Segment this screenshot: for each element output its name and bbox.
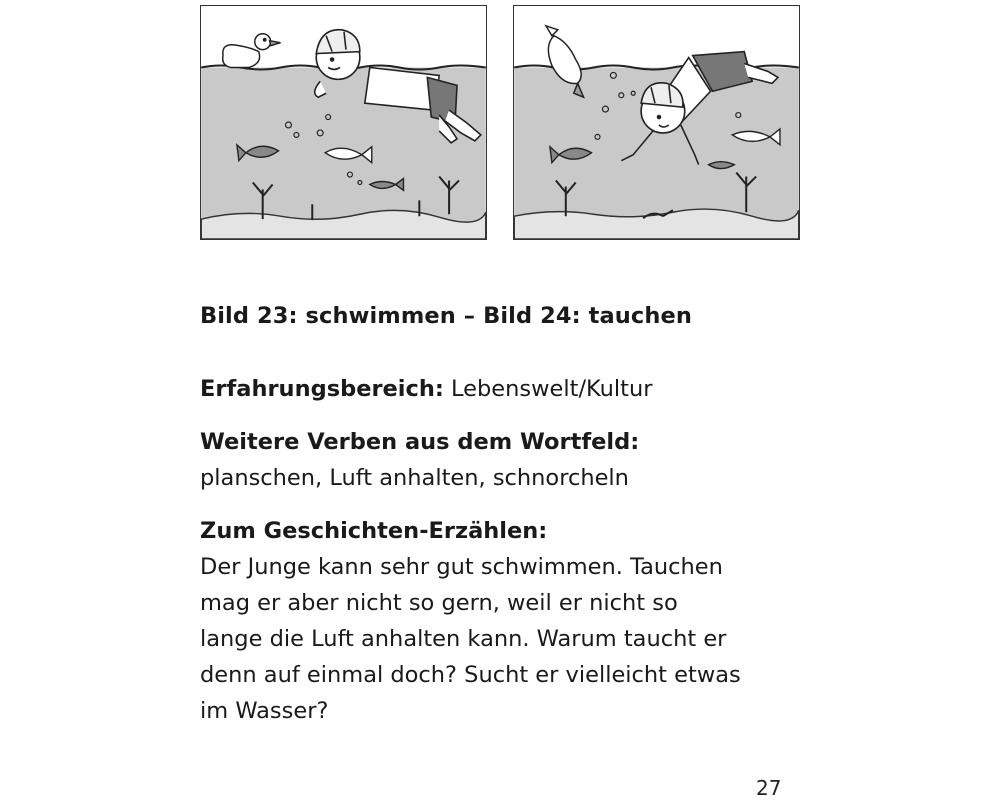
erfahrungsbereich-value: Lebenswelt/Kultur: [451, 376, 653, 402]
diving-drawing: [514, 6, 799, 239]
swimming-drawing: [201, 6, 486, 239]
duck-icon: [223, 34, 281, 68]
illustration-swimming: [200, 5, 487, 240]
verben-label: Weitere Verben aus dem Wortfeld:: [200, 429, 640, 455]
section-erfahrungsbereich: [200, 371, 800, 407]
story-line: im Wasser?: [200, 698, 329, 724]
illustration-diving: [513, 5, 800, 240]
geschichte-label: Zum Geschichten-Erzählen:: [200, 518, 548, 544]
section-verben: [200, 424, 800, 496]
story-line: Der Junge kann sehr gut schwimmen. Tauchen: [200, 554, 723, 580]
verben-value: planschen, Luft anhalten, schnorcheln: [200, 465, 629, 491]
page-heading: Bild 23: schwimmen – Bild 24: tauchen: [200, 303, 692, 329]
erfahrungsbereich-label: Erfahrungsbereich:: [200, 376, 444, 402]
story-line: mag er aber nicht so gern, weil er nicht so: [200, 590, 678, 616]
page-number: 27: [756, 776, 782, 800]
story-line: lange die Luft anhalten kann. Warum taucht er: [200, 626, 727, 652]
section-geschichte: [200, 513, 800, 729]
story-line: denn auf einmal doch? Sucht er vielleicht etwas: [200, 662, 741, 688]
